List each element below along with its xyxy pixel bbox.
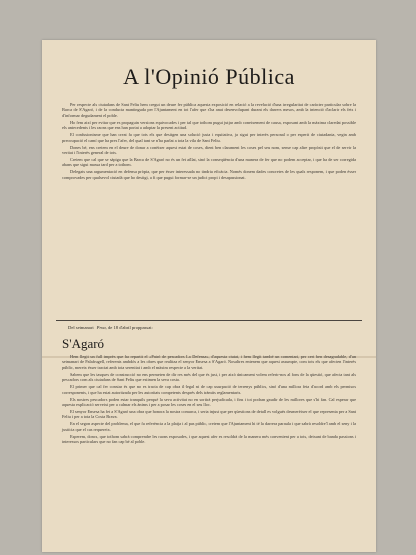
dateline-paper: Del setmanari — [68, 325, 94, 330]
upper-paragraph: Delegats una argumentació en defensa pròpia, que per ésser interessada no tindria eficàcia. Només donem dades concretes de les quals responem, i que poden ésser comprovades per qualsevol ciutadà que ho desitgi, a fi que pugui formar-se un judici propi i desapassionat. — [62, 169, 356, 180]
upper-article — [62, 102, 356, 312]
lower-paragraph: En el segon aspecte del problema, el que fa referència a la platja i al pas públic, creiem que l'Ajuntament hi té la darrera paraula i que sabrà resoldre'l amb el seny i la justícia que el cas requereix. — [62, 421, 356, 432]
lower-paragraph: Sabem que les tasques de construcció no ens permeten de dir res més del que és just, i per això únicament volem referir-nos al fons de la qüestió, que afecta tant als pescadors com als ciutadans de Sant Feliu que estimen la seva costa. — [62, 371, 356, 383]
section-title: S'Agaró — [62, 336, 105, 351]
separator-rule — [56, 320, 362, 321]
source-dateline: Del setmanari Proa, de 18 d'abril proppassat: — [68, 325, 153, 330]
dateline-name: Proa — [96, 325, 106, 330]
upper-paragraph: Ho fem així per evitar que es propaguin versions equivocades i per tal que tothom pugui jutjar amb coneixement de causa, exposant amb la màxima claredat possible els antecedents i les raons que ens han portat a adoptar la present actitud. — [62, 119, 356, 131]
lower-paragraph: El primer que cal fer constar és que no es tracta de cap obra il·legal ni de cap usurpació de terrenys públics, sinó d'una millora feta d'acord amb els permisos corresponents, i que ha estat autoritzada per les autoritats competents després dels tràmits reglamentaris. — [62, 384, 356, 395]
upper-paragraph: Dones bé, ens creiem en el deure de donar a conèixer aquest estat de coses, dient ben clarament les coses pel seu nom, sense cap altre propòsit que el de servir la veritat i l'interès general de tots. — [62, 144, 356, 156]
document-title: A l'Opinió Pública — [123, 64, 295, 89]
lower-article — [62, 354, 356, 544]
upper-paragraph: Creiem que cal que se sàpiga que la Barca de S'Agaró no és un fet aïllat, sinó la conseqüència d'una manera de fer que no podem acceptar, i que ha de ser corregida abans que sigui massa tard per a tothom. — [62, 157, 356, 168]
lower-paragraph: Els nostres pescadors poden estar tranquils perquè la seva activitat no en sortirà perjudicada, i fins i tot podran gaudir de les millores que s'hi fan. Cal esperar que aquesta explicació serveixi per a calmar els ànims i per a posar les coses en el seu lloc. — [62, 396, 356, 408]
lower-paragraph: Hem llegit un full imprès que ha repartit el «Patró de pescadors La Defensa», d'aquesta ciutat, i hem llegit també un comentari, per cert ben desagradable, d'un setmanari de Palafrugell, referents ambdós a les obres que realitza el senyor Ensesa a S'Agaró. Nosaltres entenem que aquest assumpte, com tots els que afecten l'interès públic, mereix ésser tractat amb tota serenitat i amb el màxim respecte a la veritat. — [62, 354, 356, 370]
document-sheet — [42, 40, 376, 552]
dateline-date: de 18 d'abril proppassat: — [107, 325, 153, 330]
upper-paragraph: El confusionisme que han creat fa que tots els que desitgen una solució justa i equitativa, ja sigui per interès personal o per esperit de ciutadania, vegin amb preocupació el camí que ha pres l'afer, del qual tant se n'ha parlat a tota la vila de Sant Feliu. — [62, 132, 356, 143]
lower-paragraph: Esperem, doncs, que tothom sabrà comprendre les raons exposades, i que aquest afer es resoldrà de la manera més convenient per a tots, deixant de banda passions i interessos particulars que no fan cap bé al poble. — [62, 433, 356, 445]
lower-paragraph: El senyor Ensesa ha fet a S'Agaró una obra que honora la nostra comarca, i seria injust que per qüestions de detall es volgués desmerèixer el que representa per a Sant Feliu i per a tota la Costa Brava. — [62, 409, 356, 420]
upper-paragraph: Per respecte als ciutadans de Sant Feliu hem cregut un deure fer pública aquesta exposició en relació a la revelació d'una irregularitat de caràcter particular sobre la Barca de S'Agaró, i de la conducta mantinguda per l'Ajuntament en tot l'afer que s'ha anat desenvolupant durant els darrers mesos, amb la intenció d'aclarir els fets i d'informar degudament el poble. — [62, 102, 356, 118]
